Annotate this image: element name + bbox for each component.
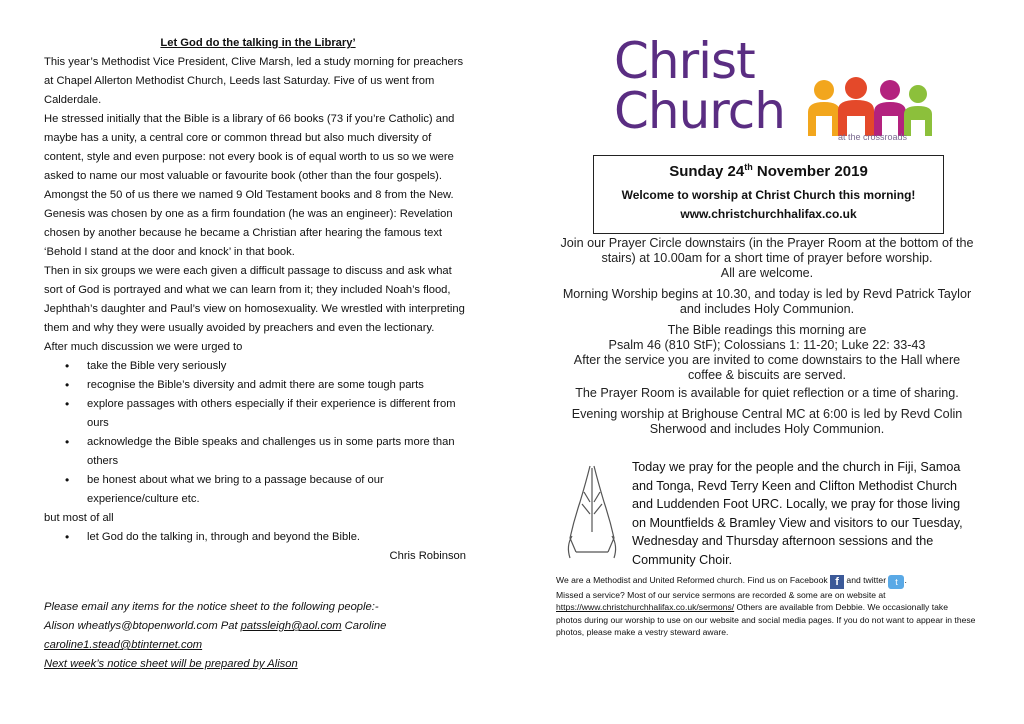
notices — [556, 236, 978, 443]
list-item: • acknowledge the Bible speaks and challenges us in some parts more than others — [87, 433, 472, 471]
notice-text: All are welcome. — [720, 266, 814, 280]
service-box — [593, 155, 944, 234]
article-paragraph: After much discussion we were urged to — [44, 341, 243, 353]
author-signature: Chris Robinson — [389, 550, 466, 562]
prayer-text: Today we pray for the people and the church in Fiji, Samoa and Tonga, Revd Terry Keen and Clifton Methodist Church and Luddenden Foot URC. Locally, we pray for those living on Mountfields & Bramley View and visitors to our Tuesday, Wednesday and Thursday afternoon sessions and the Community Choir. — [632, 460, 963, 567]
logo-line-1: Christ — [614, 32, 755, 90]
final-list — [44, 528, 472, 547]
notice-paragraph: Morning Worship begins at 10.30, and today is led by Revd Patrick Taylor and includes Holy Communion. — [562, 287, 972, 316]
notice-paragraph — [556, 323, 978, 383]
footer-line — [44, 617, 472, 636]
notice-paragraph: The Prayer Room is available for quiet reflection or a time of sharing. — [575, 386, 959, 400]
urged-list — [44, 357, 472, 509]
logo-tagline: at the crossroads — [838, 132, 908, 142]
email-link[interactable]: patssleigh@aol.com — [240, 620, 342, 632]
article — [44, 34, 472, 566]
article-paragraph: He stressed initially that the Bible is a library of 66 books (73 if you’re Catholic) and maybe has a unity, a central core or common thread but also much diversity of content, style and even purpose: not every book is of equal worth to us so we were asked to name our most valuable or favourite book (other than the four gospels). Amongst the 50 of us there we named 9 Old Testament books and 8 from the New. Genesis was chosen by one as a firm foundation (he was an engineer): Revelation chosen by another because he became a Christian after hearing the famous text ‘Behold I stand at the door and knock’ in that book. — [44, 113, 455, 258]
list-item: • take the Bible very seriously — [87, 357, 472, 376]
notice-footer — [44, 598, 472, 674]
twitter-icon[interactable]: t — [888, 575, 904, 589]
article-title: Let God do the talking in the Library’ — [160, 37, 356, 49]
readings-text: Psalm 46 (810 StF); Colossians 1: 11-20; Luke 22: 33-43 — [608, 338, 926, 352]
info-text: and twitter — [844, 575, 889, 585]
church-info — [556, 574, 976, 638]
article-paragraph: This year’s Methodist Vice President, Clive Marsh, led a study morning for preachers at Chapel Allerton Methodist Church, Leeds last Saturday. Five of us went from Calderdale. — [44, 56, 464, 106]
footer-text: Caroline — [341, 620, 387, 632]
info-text: . — [904, 575, 907, 585]
welcome-text: Welcome to worship at Christ Church this morning! — [621, 188, 916, 202]
date-text: November 2019 — [752, 163, 868, 180]
article-paragraph: Then in six groups we were each given a difficult passage to discuss and ask what sort of God is portrayed and what we can learn from it; they included Noah’s flood, Jephthah’s daughter and Paul’s view on homosexuality. We wrestled with interpreting them and why they were usually avoided by preachers and even the lectionary. — [44, 265, 465, 334]
website-link[interactable]: www.christchurchhalifax.co.uk — [680, 207, 857, 221]
list-item: • be honest about what we bring to a passage because of our experience/culture etc. — [87, 471, 472, 509]
people-icon — [804, 76, 934, 136]
notice-text: The Bible readings this morning are — [667, 323, 867, 337]
info-text: Missed a service? Most of our service sermons are recorded & some are on website at — [556, 590, 886, 600]
footer-text: Alison wheatlys@btopenworld.com Pat — [44, 620, 241, 632]
info-text: Others are available from Debbie. We occasionally take photos during our worship to use on our website and social media pages. If you do not want to appear in these photos, please make a vestry steward aware. — [556, 602, 976, 637]
footer-line: Please email any items for the notice sheet to the following people:- — [44, 601, 379, 613]
footer-line: Next week’s notice sheet will be prepared by Alison — [44, 658, 298, 670]
service-date — [594, 162, 943, 180]
list-item: • let God do the talking in, through and beyond the Bible. — [87, 528, 472, 547]
notice-paragraph — [556, 236, 978, 281]
sermons-link[interactable]: https://www.christchurchhalifax.co.uk/sermons/ — [556, 602, 735, 613]
logo-line-2: Church — [614, 82, 785, 140]
list-item: • explore passages with others especially if their experience is different from ours — [87, 395, 472, 433]
church-logo — [614, 32, 944, 148]
list-item: • recognise the Bible’s diversity and admit there are some tough parts — [87, 376, 472, 395]
notice-text: Join our Prayer Circle downstairs (in the Prayer Room at the bottom of the stairs) at 10.00am for a short time of prayer before worship. — [560, 236, 974, 265]
email-link[interactable]: caroline1.stead@btinternet.com — [44, 639, 203, 651]
notice-paragraph: Evening worship at Brighouse Central MC at 6:00 is led by Revd Colin Sherwood and includes Holy Communion. — [571, 407, 963, 436]
praying-hands-icon — [562, 462, 622, 560]
date-suffix: th — [744, 162, 753, 172]
article-paragraph: but most of all — [44, 512, 114, 524]
facebook-icon[interactable]: f — [830, 575, 844, 589]
info-text: We are a Methodist and United Reformed church. Find us on Facebook — [556, 575, 831, 585]
notice-text: After the service you are invited to come downstairs to the Hall where coffee & biscuits are served. — [573, 353, 961, 382]
date-text: Sunday 24 — [669, 163, 745, 180]
